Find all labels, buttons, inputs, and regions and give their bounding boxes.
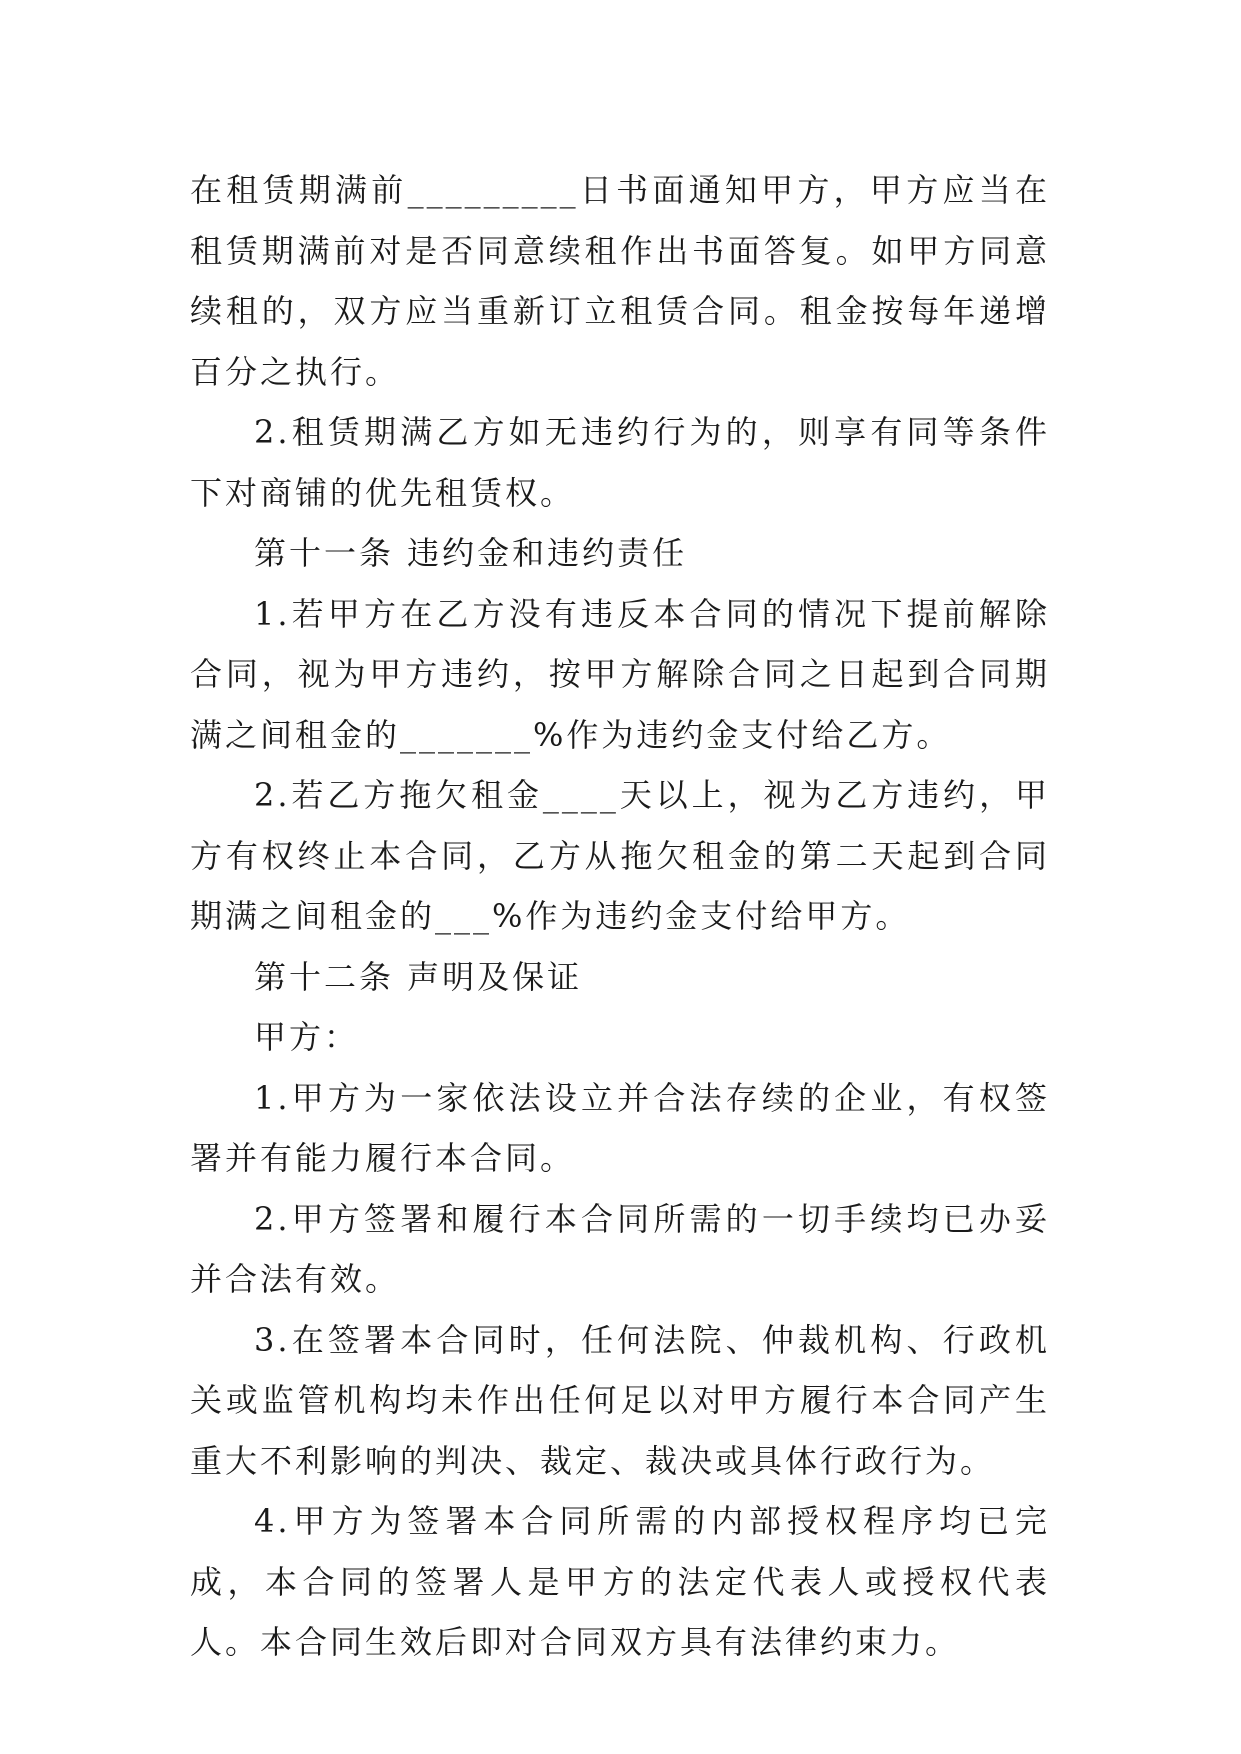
document-body (190, 160, 1050, 1673)
warranty-item-4: 4.甲方为签署本合同所需的内部授权程序均已完成，本合同的签署人是甲方的法定代表人或授权代表人。本合同生效后即对合同双方具有法律约束力。 (190, 1502, 1050, 1661)
warranty-item-3: 3.在签署本合同时，任何法院、仲裁机构、行政机关或监管机构均未作出任何足以对甲方履行本合同产生重大不利影响的判决、裁定、裁决或具体行政行为。 (190, 1320, 1050, 1480)
article-11-heading: 第十一条 违约金和违约责任 (254, 534, 688, 572)
paragraph-renewal-notice: 在租赁期满前_________日书面通知甲方，甲方应当在租赁期满前对是否同意续租作出书面答复。如甲方同意续租的，双方应当重新订立租赁合同。租金按每年递增百分之执行。 (190, 171, 1050, 391)
paragraph-party-a-breach: 1.若甲方在乙方没有违反本合同的情况下提前解除合同，视为甲方违约，按甲方解除合同之日起到合同期满之间租金的_______%作为违约金支付给乙方。 (190, 594, 1050, 754)
paragraph-party-b-breach: 2.若乙方拖欠租金____天以上，视为乙方违约，甲方有权终止本合同，乙方从拖欠租金的第二天起到合同期满之间租金的___%作为违约金支付给甲方。 (190, 776, 1050, 935)
paragraph-priority-lease: 2.租赁期满乙方如无违约行为的，则享有同等条件下对商铺的优先租赁权。 (190, 413, 1050, 512)
party-a-label: 甲方： (254, 1018, 360, 1056)
article-12-heading: 第十二条 声明及保证 (254, 957, 583, 996)
warranty-item-1: 1.甲方为一家依法设立并合法存续的企业，有权签署并有能力履行本合同。 (190, 1078, 1050, 1177)
warranty-item-2: 2.甲方签署和履行本合同所需的一切手续均已办妥并合法有效。 (190, 1199, 1050, 1298)
